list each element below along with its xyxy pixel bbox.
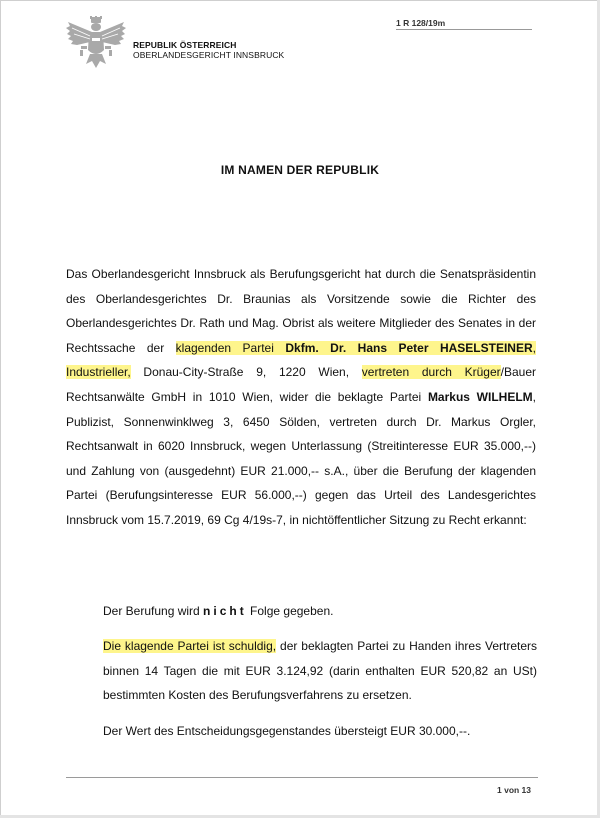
highlight-represented-by: vertreten durch Krüger <box>361 365 501 380</box>
plaintiff-label: klagenden Partei <box>175 340 286 355</box>
ruling-value: Der Wert des Entscheidungsgegenstandes übersteigt EUR 30.000,--. <box>103 724 471 738</box>
ruling2-rest: der beklagten Partei zu Handen ihres Vertreters binnen 14 Tagen die mit EUR 3.124,92 (darin enthalten EUR 520,82 an USt) bestimmten Kosten des Berufungsverfahrens zu ersetzen. <box>103 639 538 703</box>
court-header <box>133 40 284 60</box>
plaintiff-name: Dkfm. Dr. Hans Peter HASELSTEINER <box>285 340 533 355</box>
defendant-name: Markus WILHELM <box>427 389 533 404</box>
ruling1-post: Folge gegeben. <box>246 604 334 618</box>
intro-text-court: Das Oberlandesgericht Innsbruck als Berufungsgericht hat durch die Senatspräsidentin des Oberlandesgerichtes Dr. Braunias als Vorsitzende sowie die Richter des Oberlandesgerichtes Dr. Rath und Mag. Obrist als weitere Mitglieder des Senates in der Rechtssache der <box>66 267 536 355</box>
document-title: IM NAMEN DER REPUBLIK <box>220 163 380 177</box>
plaintiff-address: Donau-City-Straße 9, 1220 Wien, <box>130 365 362 380</box>
ruling1-pre: Der Berufung wird <box>103 604 204 618</box>
plaintiff-occupation: , Industrieller, <box>66 340 536 380</box>
ruling-appeal-dismissed <box>103 599 537 624</box>
court-name: OBERLANDESGERICHT INNSBRUCK <box>133 50 285 60</box>
header-rule <box>396 29 532 30</box>
footer-rule <box>66 777 538 778</box>
judgment-intro-paragraph <box>66 262 536 533</box>
ruling1-emphasis: nicht <box>203 604 247 618</box>
austrian-eagle-emblem-icon <box>66 16 126 72</box>
highlight-obligation: Die klagende Partei ist schuldig, <box>103 639 277 653</box>
case-number: 1 R 128/19m <box>396 18 446 28</box>
republic-name: REPUBLIK ÖSTERREICH <box>133 40 237 50</box>
intro-text-rest: , Publizist, Sonnenwinklweg 3, 6450 Sölden, vertreten durch Dr. Markus Orgler, Rechtsanwalt in 6020 Innsbruck, wegen Unterlassung (Streitinteresse EUR 35.000,--) und Zahlung von (ausgedehnt) EUR 21.000,-- s.A., über die Berufung der klagenden Partei (Berufungsinteresse EUR 56.000,--) gegen das Urteil des Landesgerichtes Innsbruck vom 15.7.2019, 69 Cg 4/19s-7, in nichtöffentlicher Sitzung zu Recht erkannt: <box>66 389 537 527</box>
ruling-costs <box>103 634 537 708</box>
plaintiff-counsel-text: /Bauer Rechtsanwälte GmbH in 1010 Wien, wider die beklagte Partei <box>66 365 536 404</box>
page-number: 1 von 13 <box>497 785 532 795</box>
